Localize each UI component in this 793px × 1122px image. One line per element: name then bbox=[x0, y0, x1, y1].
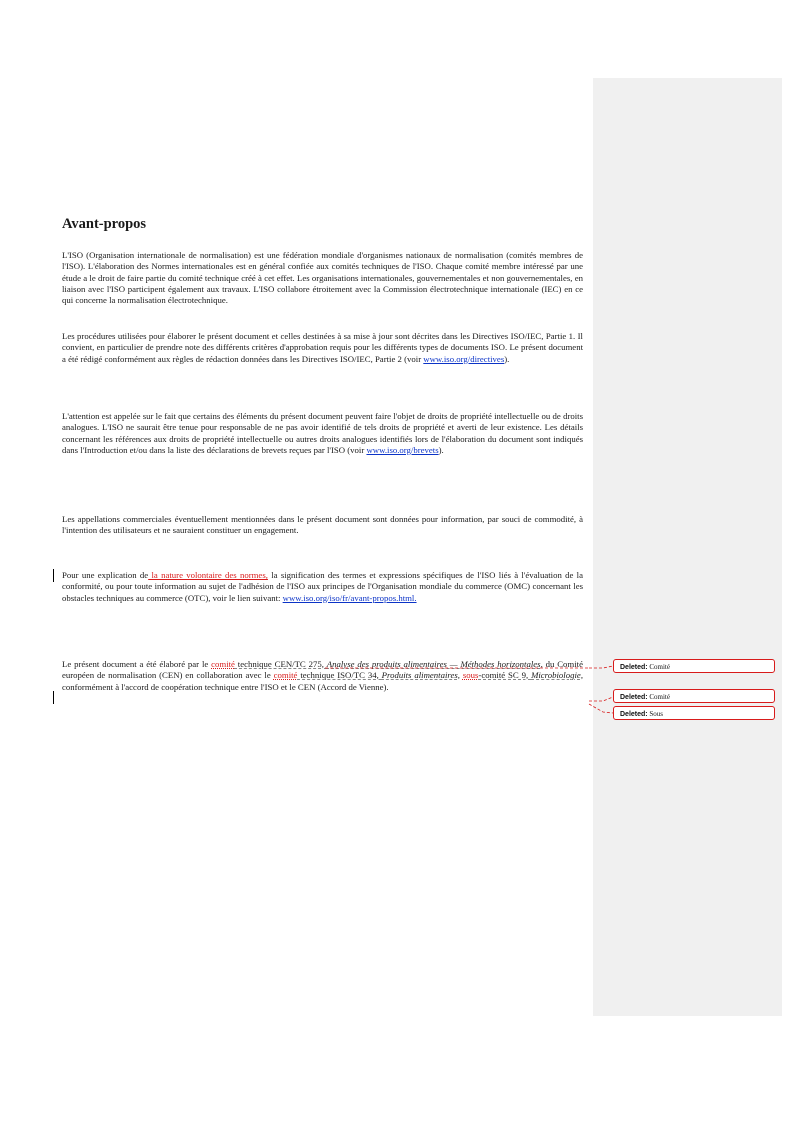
p6-c: , du Comité européen de normalisation (CEN) en collaboration avec le bbox=[62, 659, 583, 681]
paragraph-3 bbox=[62, 411, 583, 456]
comment-label: Deleted: bbox=[620, 694, 648, 701]
change-bar-2 bbox=[53, 691, 54, 704]
paragraph-5 bbox=[62, 570, 583, 604]
paragraph-3-end: ). bbox=[438, 444, 444, 455]
comment-label: Deleted: bbox=[620, 664, 648, 671]
paragraph-5-start: Pour une explication de bbox=[62, 570, 149, 580]
p6-e: , bbox=[457, 670, 463, 681]
deletion-anchor-sous[interactable]: sous bbox=[462, 670, 479, 681]
comments-margin-pane bbox=[593, 78, 782, 1016]
paragraph-2 bbox=[62, 331, 583, 365]
title-produits: Produits alimentaires bbox=[381, 670, 458, 681]
deletion-anchor-comite-2[interactable]: comité bbox=[273, 670, 298, 681]
deleted-comment-1[interactable] bbox=[613, 659, 775, 673]
deletion-anchor-comite-1[interactable]: comité bbox=[211, 659, 235, 669]
p6-f: -comité SC 9, bbox=[478, 670, 532, 681]
deleted-comment-2[interactable] bbox=[613, 689, 775, 703]
paragraph-2-end: ). bbox=[504, 353, 510, 364]
inserted-text: la nature volontaire des normes, bbox=[148, 570, 268, 580]
change-bar bbox=[53, 569, 54, 582]
p6-a: Le présent document a été élaboré par le bbox=[62, 659, 212, 669]
p6-d: technique ISO/TC 34, bbox=[297, 670, 382, 681]
comment-label: Deleted: bbox=[620, 711, 648, 718]
directives-link[interactable]: www.iso.org/directives bbox=[423, 353, 505, 364]
comment-text: Sous bbox=[649, 710, 663, 718]
paragraph-3-text: L'attention est appelée sur le fait que certains des éléments du présent document peuvent faire l'objet de droits de propriété intellectuelle ou de droits analogues. L'ISO ne saurait être tenue pour responsable de ne pas avoir identifié de tels droits de propriété et averti de leur existence. Les détails concernant les références aux droits de propriété intellectuelle ou autres droits analogues identifiés lors de l'élaboration du document sont indiqués dans l'Introduction et/ou dans la liste des déclarations de brevets reçues par l'ISO (voir bbox=[62, 411, 583, 455]
title-analyse: Analyse des produits alimentaires — Méthodes horizontales bbox=[326, 659, 541, 669]
paragraph-5-text: la signification des termes et expressions spécifiques de l'ISO liés à l'évaluation de la conformité, ou pour toute information au sujet de l'adhésion de l'ISO aux principes de l'Organisation mondiale du commerce (OMC) concernant les obstacles techniques au commerce (OTC), voir le lien suivant: bbox=[62, 570, 583, 603]
title-microbiologie: Microbiologie bbox=[531, 670, 581, 681]
deleted-comment-3[interactable] bbox=[613, 706, 775, 720]
comment-text: Comité bbox=[649, 693, 670, 701]
p6-b: technique CEN/TC 275, bbox=[234, 659, 327, 669]
paragraph-4: Les appellations commerciales éventuellement mentionnées dans le présent document sont données pour information, par souci de commodité, à l'intention des utilisateurs et ne sauraient constituer un engagement. bbox=[62, 514, 583, 536]
p6-g: , conformément à l'accord de coopération technique entre l'ISO et le CEN (Accord de Vienne). bbox=[62, 670, 583, 692]
avant-propos-link[interactable]: www.iso.org/iso/fr/avant-propos.html. bbox=[282, 592, 417, 603]
comment-text: Comité bbox=[649, 663, 670, 671]
page-title: Avant-propos bbox=[62, 216, 147, 232]
brevets-link[interactable]: www.iso.org/brevets bbox=[366, 444, 439, 455]
paragraph-1: L'ISO (Organisation internationale de normalisation) est une fédération mondiale d'organismes nationaux de normalisation (comités membres de l'ISO). L'élaboration des Normes internationales est en général confiée aux comités techniques de l'ISO. Chaque comité membre intéressé par une étude a le droit de faire partie du comité technique créé à cet effet. Les organisations internationales, gouvernementales et non gouvernementales, en liaison avec l'ISO participent également aux travaux. L'ISO collabore étroitement avec la Commission électrotechnique internationale (IEC) en ce qui concerne la normalisation électrotechnique. bbox=[62, 250, 583, 306]
paragraph-2-text: Les procédures utilisées pour élaborer le présent document et celles destinées à sa mise à jour sont décrites dans les Directives ISO/IEC, Partie 1. Il convient, en particulier de prendre note des différents critères d'approbation requis pour les différents types de documents ISO. Le présent document a été rédigé conformément aux règles de rédaction données dans les Directives ISO/IEC, Partie 2 (voir bbox=[62, 331, 583, 364]
paragraph-6 bbox=[62, 659, 583, 693]
